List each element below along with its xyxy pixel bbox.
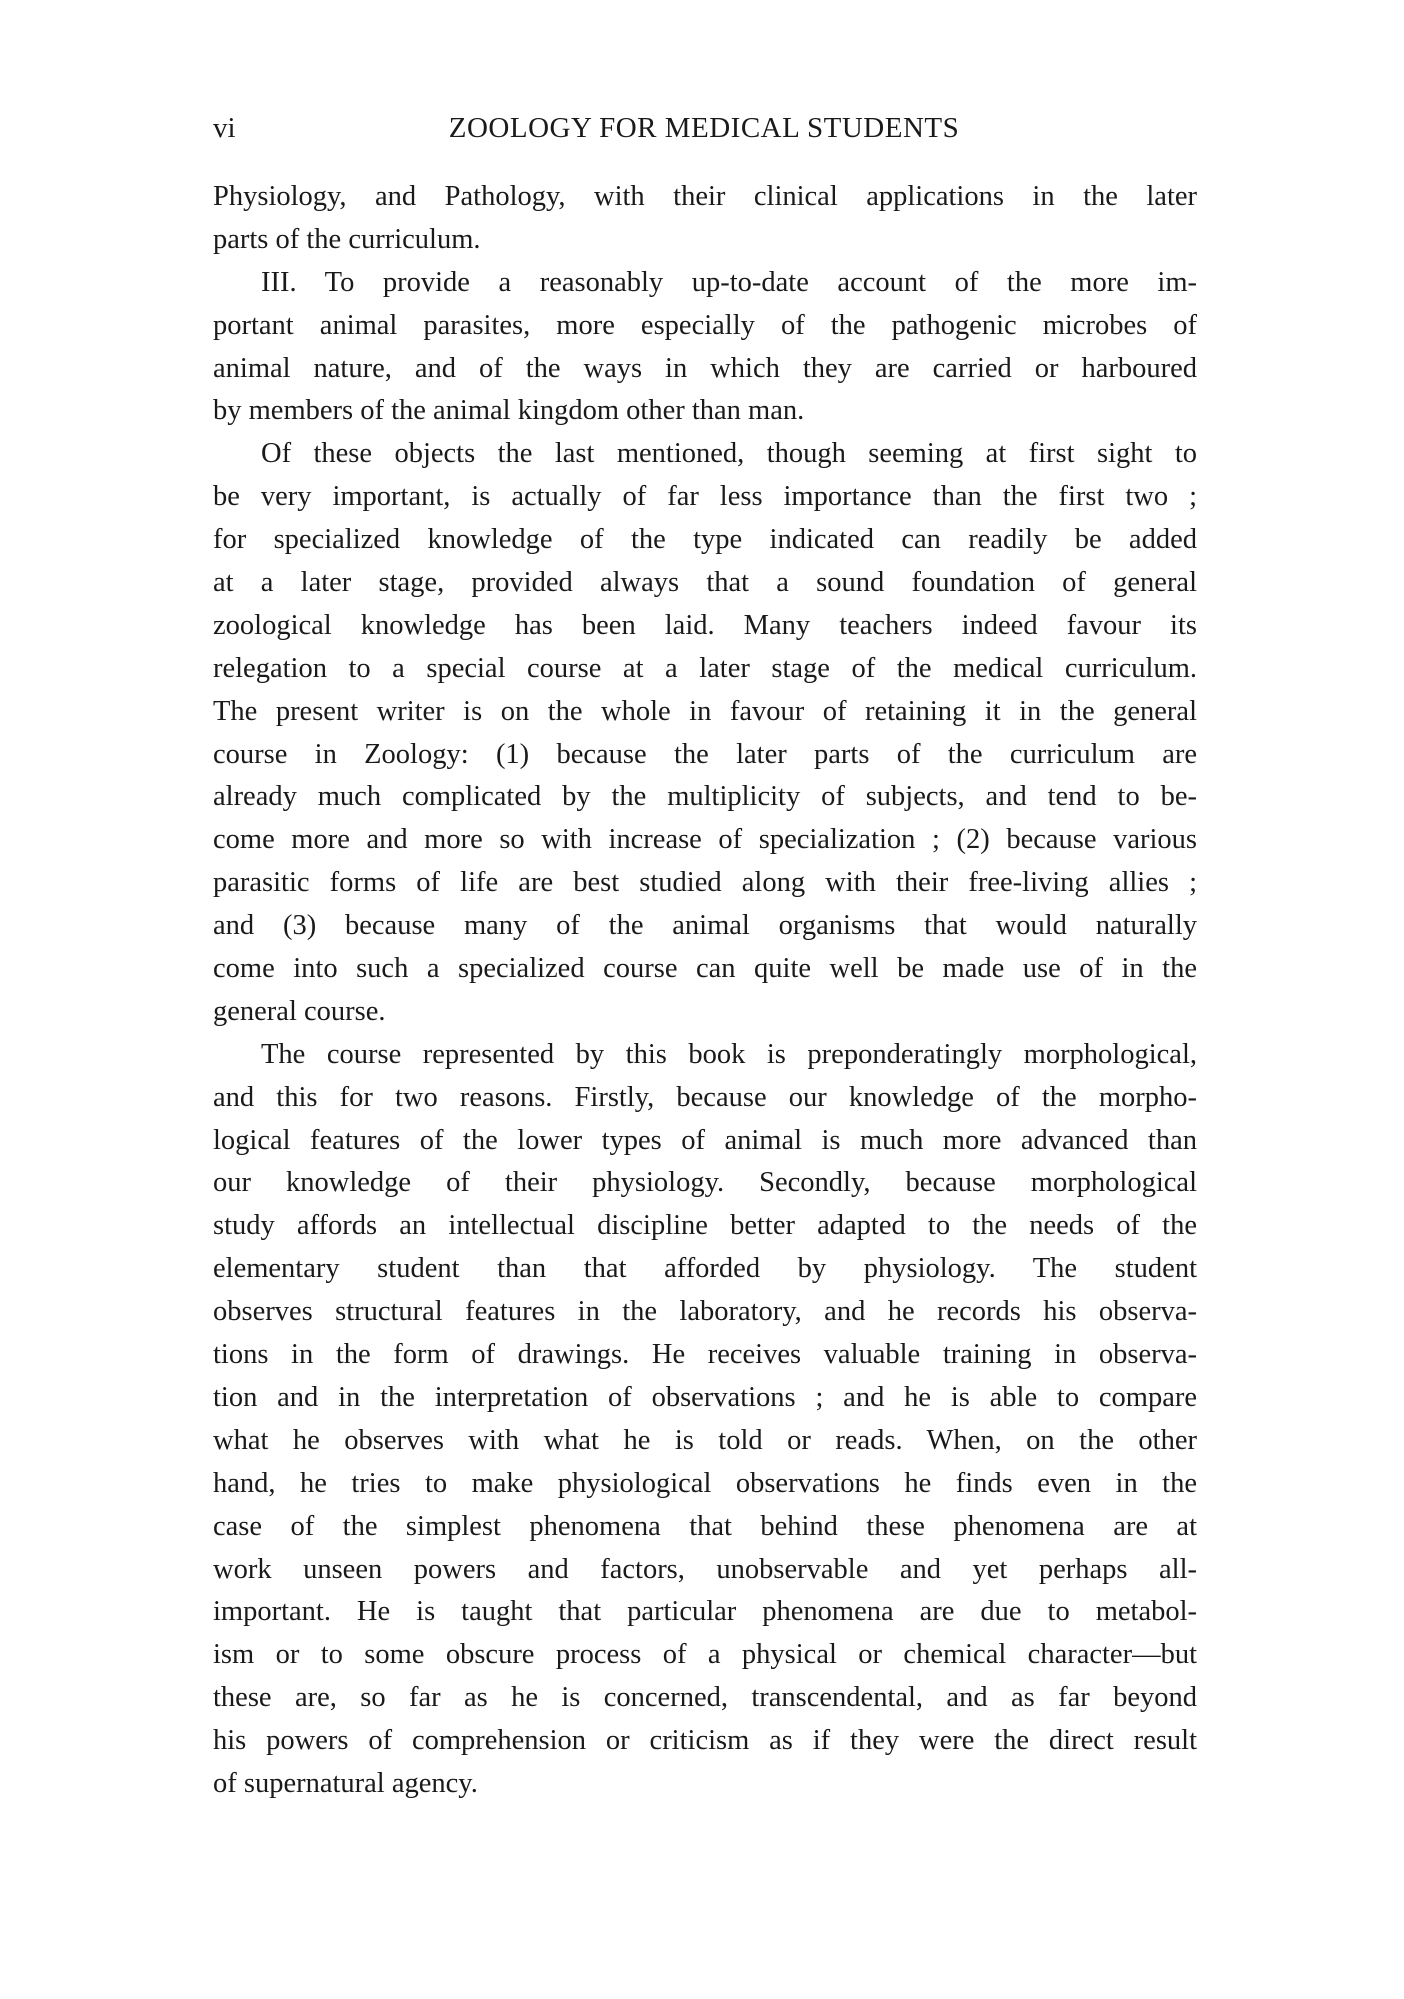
text-line: come into such a specialized course can quite well be made use of in the	[213, 953, 1197, 985]
text-line: animal nature, and of the ways in which they are carried or harboured	[213, 352, 1197, 384]
text-line: tions in the form of drawings. He receives valuable training in observa-	[213, 1339, 1197, 1371]
text-line: what he observes with what he is told or reads. When, on the other	[213, 1424, 1197, 1456]
text-line: our knowledge of their physiology. Secondly, because morphological	[213, 1167, 1197, 1199]
body-text	[213, 176, 1197, 1806]
paragraph	[213, 433, 1197, 1033]
page-number: vi	[213, 112, 236, 144]
text-line: tion and in the interpretation of observations ; and he is able to compare	[213, 1381, 1197, 1413]
text-line: by members of the animal kingdom other than man.	[213, 395, 805, 427]
text-line: and this for two reasons. Firstly, because our knowledge of the morpho-	[213, 1081, 1197, 1113]
text-line: ism or to some obscure process of a physical or chemical character—but	[213, 1639, 1197, 1671]
paragraph	[213, 1034, 1197, 1806]
text-line: relegation to a special course at a later stage of the medical curriculum.	[213, 652, 1197, 684]
text-line: Physiology, and Pathology, with their clinical applications in the later	[213, 181, 1197, 212]
text-line: at a later stage, provided always that a sound foundation of general	[213, 567, 1197, 599]
text-line: for specialized knowledge of the type indicated can readily be added	[213, 524, 1197, 556]
text-line: his powers of comprehension or criticism as if they were the direct result	[213, 1725, 1197, 1757]
text-line: case of the simplest phenomena that behind these phenomena are at	[213, 1510, 1197, 1542]
running-header	[213, 112, 1195, 156]
text-line: observes structural features in the laboratory, and he records his observa-	[213, 1296, 1197, 1328]
text-line: already much complicated by the multiplicity of subjects, and tend to be-	[213, 781, 1197, 813]
text-line: these are, so far as he is concerned, transcendental, and as far beyond	[213, 1682, 1197, 1714]
text-line: zoological knowledge has been laid. Many teachers indeed favour its	[213, 609, 1197, 641]
text-line: portant animal parasites, more especially of the pathogenic microbes of	[213, 309, 1197, 341]
text-line: Of these objects the last mentioned, though seeming at first sight to	[261, 438, 1197, 470]
text-line: logical features of the lower types of animal is much more advanced than	[213, 1124, 1197, 1156]
running-title: ZOOLOGY FOR MEDICAL STUDENTS	[448, 112, 960, 144]
text-line: elementary student than that afforded by physiology. The student	[213, 1253, 1197, 1285]
text-line: of supernatural agency.	[213, 1767, 478, 1799]
text-line: parasitic forms of life are best studied along with their free-living allies ;	[213, 867, 1197, 899]
text-line: The course represented by this book is preponderatingly morphological,	[261, 1038, 1197, 1070]
text-line: The present writer is on the whole in favour of retaining it in the general	[213, 695, 1197, 727]
paragraph	[213, 262, 1197, 434]
text-line: course in Zoology: (1) because the later parts of the curriculum are	[213, 738, 1197, 770]
text-line: important. He is taught that particular phenomena are due to metabol-	[213, 1596, 1197, 1628]
text-line: hand, he tries to make physiological observations he finds even in the	[213, 1467, 1197, 1499]
text-line: general course.	[213, 995, 386, 1027]
text-line: and (3) because many of the animal organisms that would naturally	[213, 910, 1197, 942]
text-line: study affords an intellectual discipline better adapted to the needs of the	[213, 1210, 1197, 1242]
text-line: come more and more so with increase of specialization ; (2) because various	[213, 824, 1197, 856]
text-line: parts of the curriculum.	[213, 223, 481, 255]
paragraph	[213, 176, 1197, 262]
text-line: be very important, is actually of far less importance than the first two ;	[213, 481, 1197, 513]
text-line: III. To provide a reasonably up-to-date account of the more im-	[261, 266, 1197, 298]
text-line: work unseen powers and factors, unobservable and yet perhaps all-	[213, 1553, 1197, 1585]
